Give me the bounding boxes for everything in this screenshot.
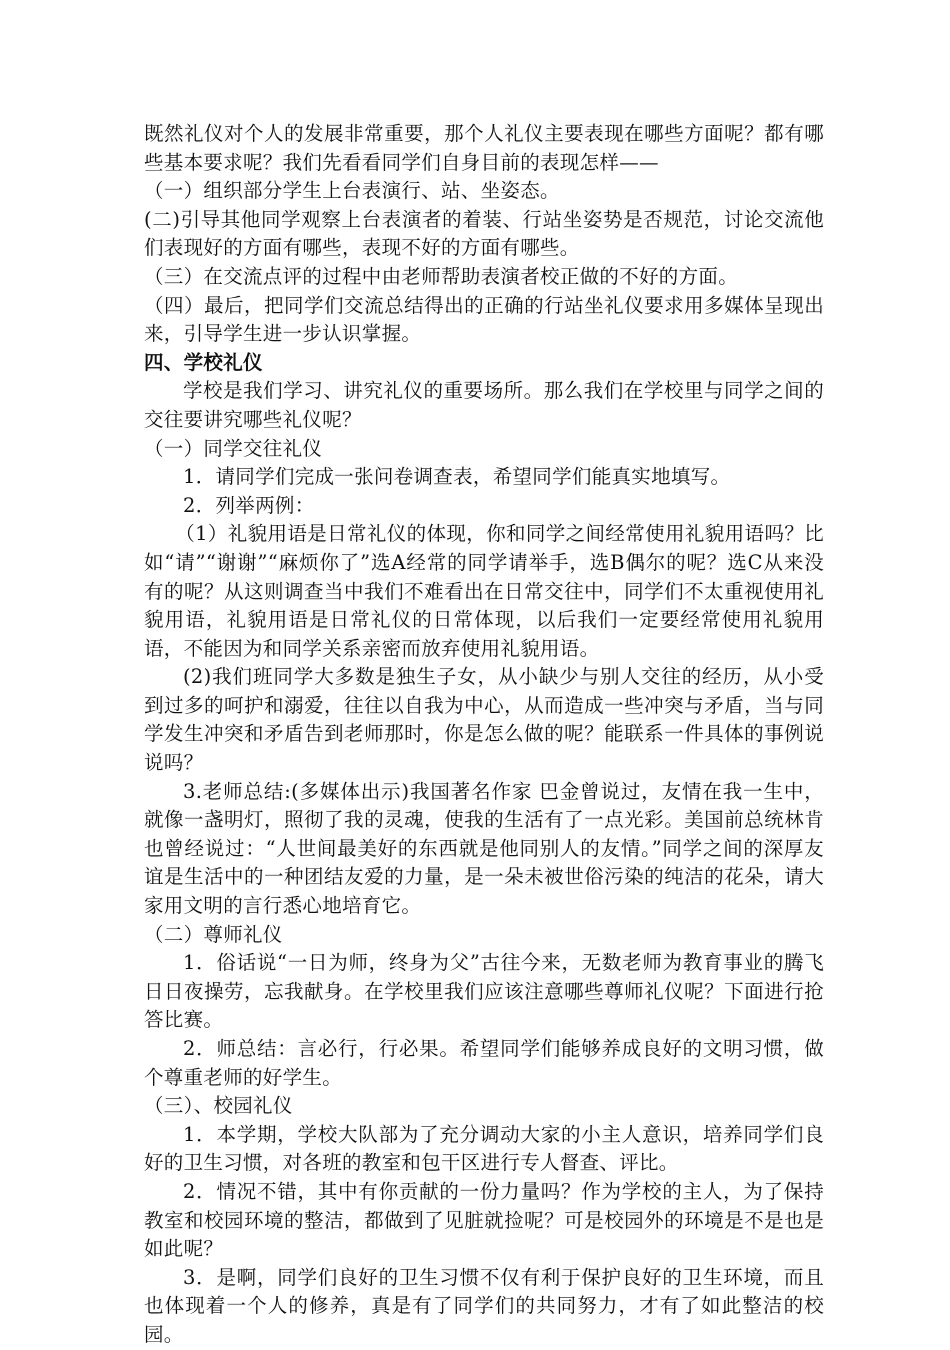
paragraph-questionnaire: 1．请同学们完成一张问卷调查表，希望同学们能真实地填写。 — [183, 465, 731, 489]
paragraph-personal-etiquette-intro: 既然礼仪对个人的发展非常重要，那个人礼仪主要表现在哪些方面呢？都有哪些基本要求呢？我们先看看同学们自身目前的表现怎样—— — [144, 122, 824, 174]
paragraph-step-1: （一）组织部分学生上台表演行、站、坐姿态。 — [144, 179, 560, 203]
paragraph-example-1: （1）礼貌用语是日常礼仪的体现，你和同学之间经常使用礼貌用语吗？比如“请”“谢谢”“麻烦你了”选A经常的同学请举手，选B偶尔的呢？选C从来没有的呢？从这则调查当中我们不难看出在日常交往中，同学们不太重视使用礼貌用语，礼貌用语是日常礼仪的日常体现，以后我们一定要经常使用礼貌用语，不能因为和同学关系亲密而放弃使用礼貌用语。 — [144, 522, 824, 660]
paragraph-respect-1: 1．俗话说“一日为师，终身为父”古往今来，无数老师为教育事业的腾飞日日夜操劳，忘我献身。在学校里我们应该注意哪些尊师礼仪呢？下面进行抢答比赛。 — [144, 951, 824, 1032]
paragraph-campus-1: 1．本学期，学校大队部为了充分调动大家的小主人意识，培养同学们良好的卫生习惯，对各班的教室和包干区进行专人督查、评比。 — [144, 1122, 824, 1175]
document-page — [144, 120, 824, 1350]
paragraph-campus-3: 3．是啊，同学们良好的卫生习惯不仅有利于保护良好的卫生环境，而且也体现着一个人的修养，真是有了同学们的共同努力，才有了如此整洁的校园。 — [144, 1265, 824, 1346]
paragraph-examples-label: 2．列举两例： — [183, 493, 315, 517]
paragraph-campus-2: 2．情况不错，其中有你贡献的一份力量吗？作为学校的主人，为了保持教室和校园环境的整洁，都做到了见脏就捡呢？可是校园外的环境是不是也是如此呢？ — [144, 1179, 824, 1261]
paragraph-step-4: （四）最后，把同学们交流总结得出的正确的行站坐礼仪要求用多媒体呈现出来，引导学生进一步认识掌握。 — [144, 293, 824, 346]
paragraph-step-3: （三）在交流点评的过程中由老师帮助表演者校正做的不好的方面。 — [144, 264, 739, 288]
subsection-heading-respect-teacher: （二）尊师礼仪 — [144, 922, 283, 946]
paragraph-teacher-summary: 3.老师总结:(多媒体出示)我国著名作家 巴金曾说过，友情在我一生中，就像一盏明灯，照彻了我的灵魂，使我的生活有了一点光彩。美国前总统林肯也曾经说过：“人世间最美好的东西就是他同别人的友情。”同学之间的深厚友谊是生活中的一种团结友爱的力量，是一朵未被世俗污染的纯洁的花朵，请大家用文明的言行悉心地培育它。 — [144, 779, 824, 918]
paragraph-respect-2: 2．师总结：言必行，行必果。希望同学们能够养成良好的文明习惯，做个尊重老师的好学生。 — [144, 1037, 824, 1089]
section-heading-school-etiquette: 四、学校礼仪 — [144, 350, 263, 374]
paragraph-step-2: (二)引导其他同学观察上台表演者的着装、行站坐姿势是否规范，讨论交流他们表现好的方面有哪些，表现不好的方面有哪些。 — [144, 207, 824, 260]
subsection-heading-classmate-etiquette: （一）同学交往礼仪 — [144, 436, 323, 460]
paragraph-school-intro: 学校是我们学习、讲究礼仪的重要场所。那么我们在学校里与同学之间的交往要讲究哪些礼仪呢？ — [144, 379, 824, 431]
paragraph-example-2: (2)我们班同学大多数是独生子女，从小缺少与别人交往的经历，从小受到过多的呵护和溺爱，往往以自我为中心，从而造成一些冲突与矛盾，当与同学发生冲突和矛盾告到老师那时，你是怎么做的呢？能联系一件具体的事例说说吗？ — [144, 665, 824, 775]
subsection-heading-campus-etiquette: （三）、校园礼仪 — [144, 1094, 293, 1118]
